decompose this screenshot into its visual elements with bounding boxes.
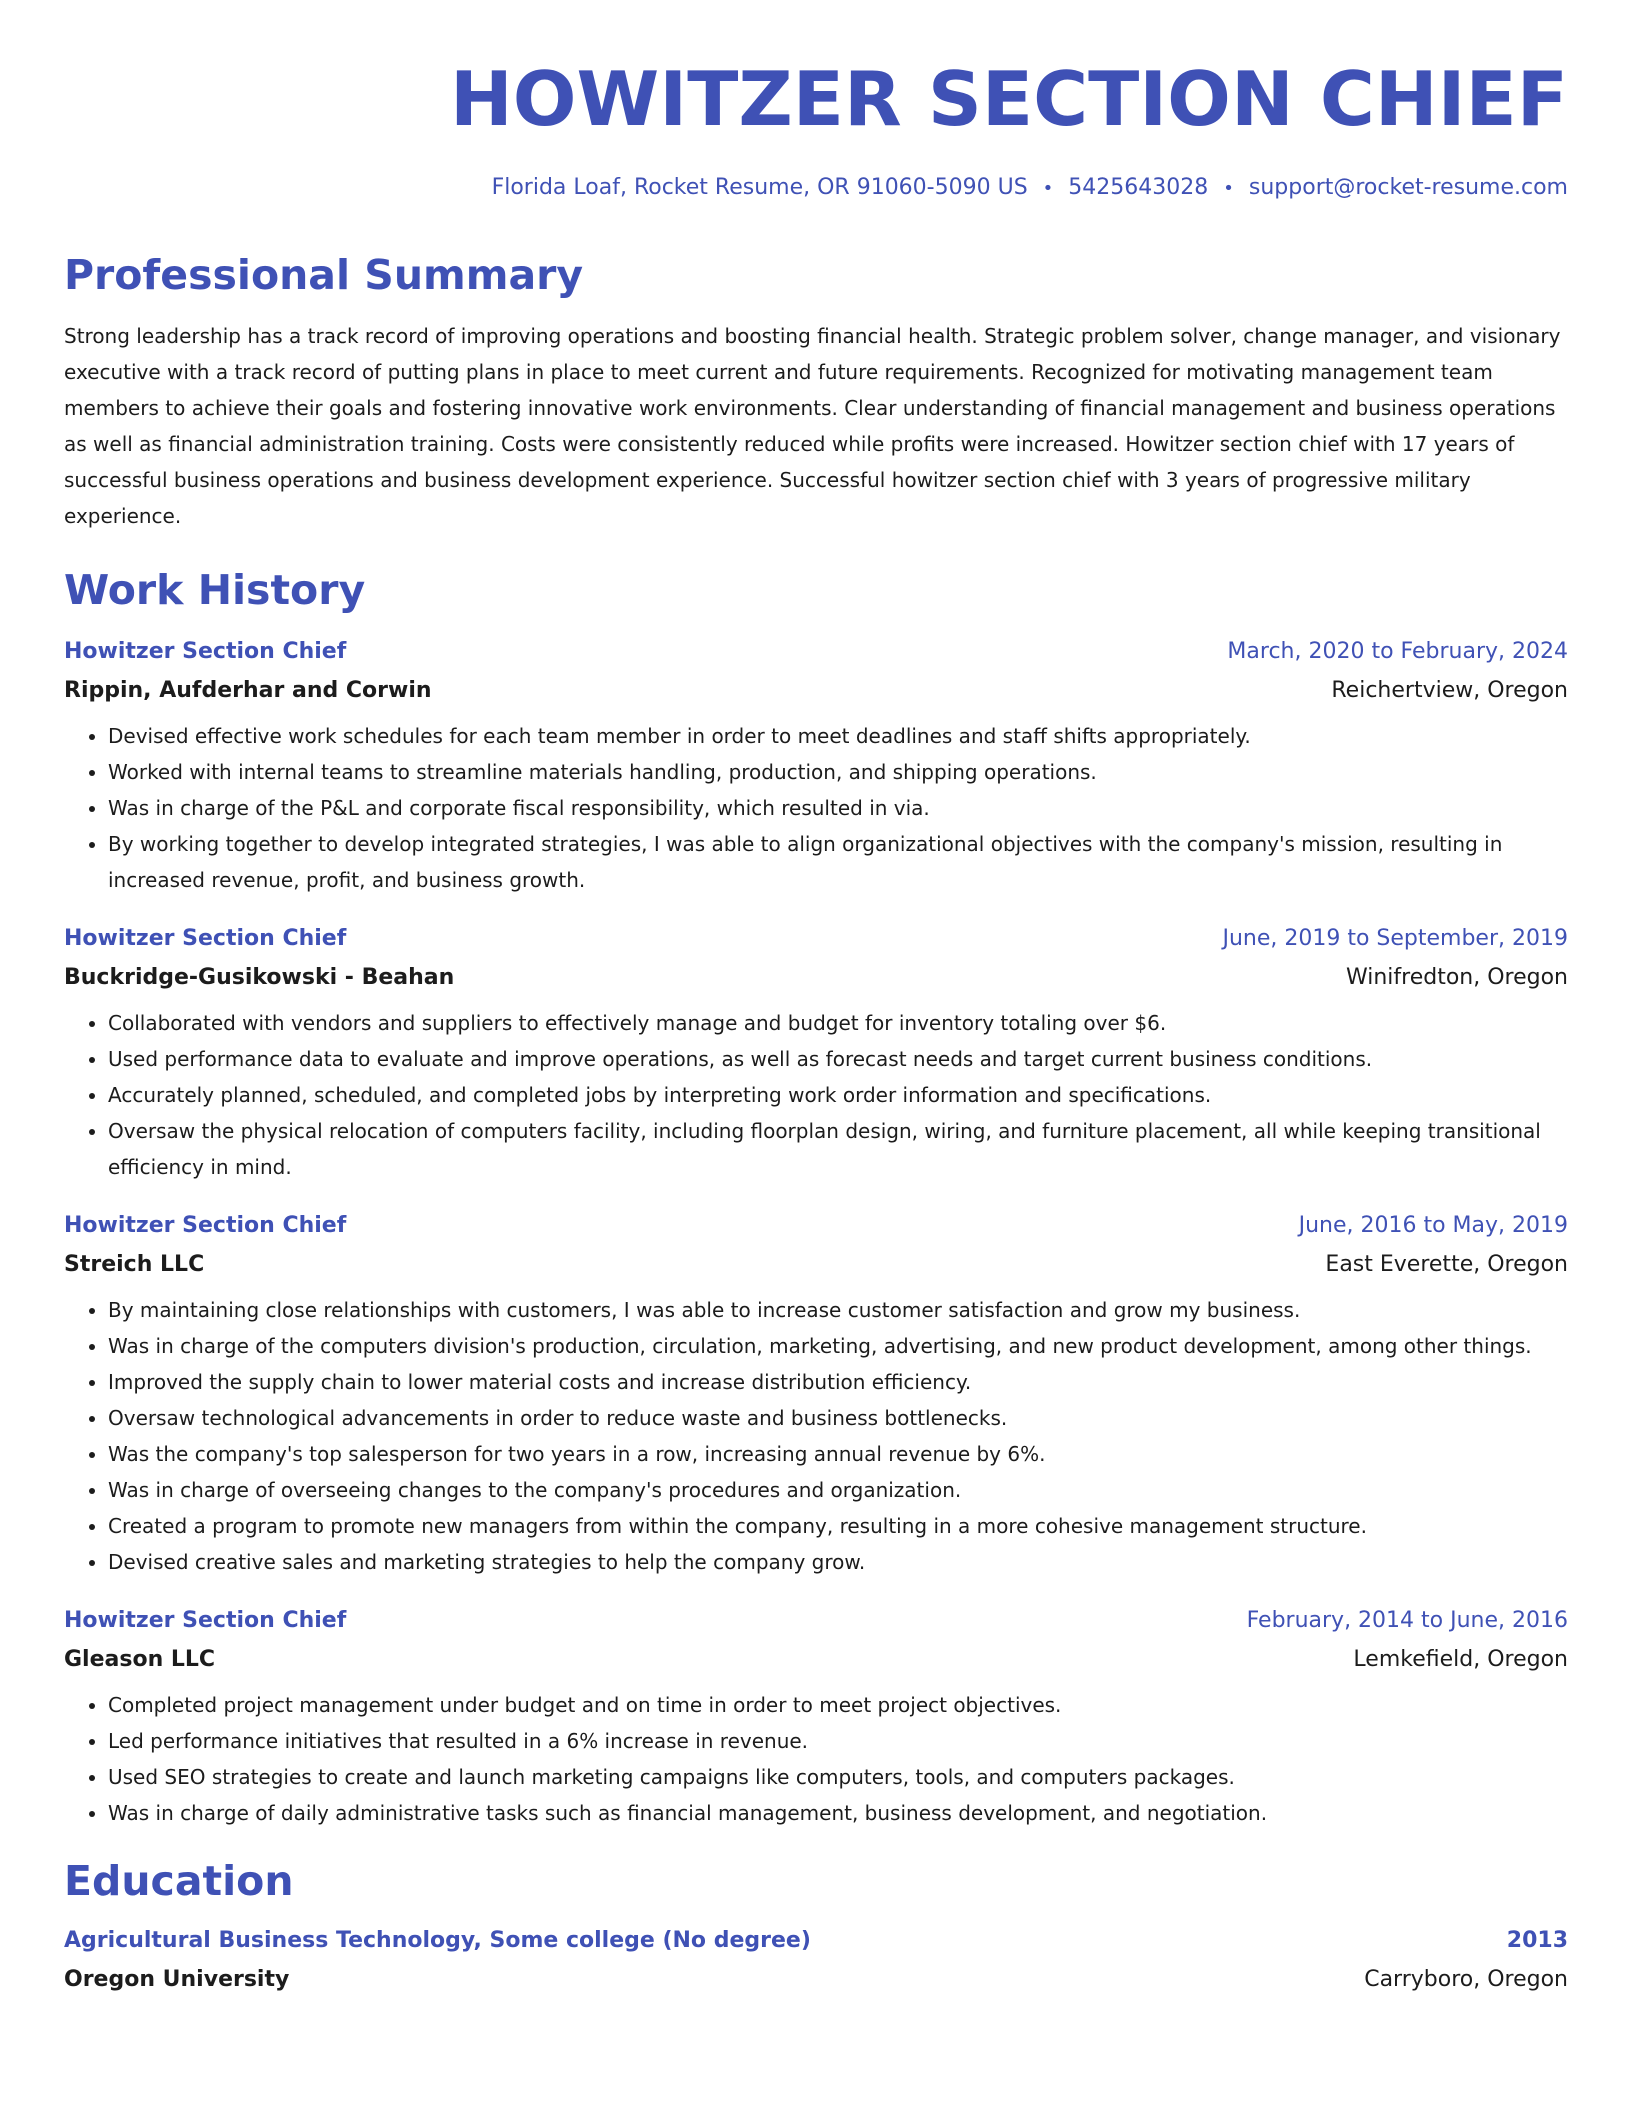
job-bullets bbox=[64, 1005, 1568, 1185]
job-bullet: • Was in charge of overseeing changes to the company's procedures and organization. bbox=[108, 1472, 1568, 1508]
job-entry bbox=[64, 1608, 1568, 1831]
job-role: Howitzer Section Chief bbox=[64, 926, 347, 951]
job-bullets bbox=[64, 718, 1568, 898]
job-bullet: • Used SEO strategies to create and launch marketing campaigns like computers, tools, and computers packages. bbox=[108, 1759, 1568, 1795]
work-history-heading: Work History bbox=[64, 566, 366, 614]
job-bullet: • Accurately planned, scheduled, and completed jobs by interpreting work order information and specifications. bbox=[108, 1077, 1568, 1113]
job-company: Buckridge-Gusikowski - Beahan bbox=[64, 965, 455, 990]
job-bullet: • By working together to develop integrated strategies, I was able to align organizational objectives with the company's mission, resulting in increased revenue, profit, and business growth. bbox=[108, 826, 1568, 898]
contact-separator: • bbox=[1042, 178, 1054, 199]
contact-phone: 5425643028 bbox=[1068, 175, 1209, 200]
resume-title: HOWITZER SECTION CHIEF bbox=[450, 55, 1568, 143]
contact-address: Florida Loaf, Rocket Resume, OR 91060-5090 US bbox=[491, 175, 1028, 200]
job-entry bbox=[64, 1213, 1568, 1580]
job-bullet: • Oversaw the physical relocation of computers facility, including floorplan design, wiring, and furniture placement, all while keeping transitional efficiency in mind. bbox=[108, 1113, 1568, 1185]
job-role: Howitzer Section Chief bbox=[64, 1213, 347, 1238]
education-entry bbox=[64, 1928, 1568, 1993]
job-location: Reichertview, Oregon bbox=[1331, 678, 1568, 703]
job-bullet: • Worked with internal teams to streamline materials handling, production, and shipping operations. bbox=[108, 754, 1568, 790]
job-entry bbox=[64, 926, 1568, 1185]
contact-separator: • bbox=[1223, 178, 1234, 199]
job-bullets bbox=[64, 1292, 1568, 1580]
job-location: East Everette, Oregon bbox=[1325, 1252, 1568, 1277]
job-role: Howitzer Section Chief bbox=[64, 1608, 347, 1633]
summary-text: Strong leadership has a track record of improving operations and boosting financial health. Strategic problem solver, change manager, and visionary executive with a track record of putting plans in place to meet current and future requirements. Recognized for motivating management team members to achieve their goals and fostering innovative work environments. Clear understanding of financial management and business operations as well as financial administration training. Costs were consistently reduced while profits were increased. Howitzer section chief with 17 years of successful business operations and business development experience. Successful howitzer section chief with 3 years of progressive military experience. bbox=[64, 324, 1561, 528]
education-year: 2013 bbox=[1506, 1928, 1568, 1953]
job-bullet: • Was in charge of the computers division's production, circulation, marketing, advertising, and new product development, among other things. bbox=[108, 1328, 1568, 1364]
job-dates: June, 2016 to May, 2019 bbox=[1298, 1213, 1568, 1238]
education-heading: Education bbox=[64, 1857, 294, 1905]
job-company: Rippin, Aufderhar and Corwin bbox=[64, 678, 432, 703]
job-bullet: • Created a program to promote new managers from within the company, resulting in a more cohesive management structure. bbox=[108, 1508, 1568, 1544]
job-bullet: • Devised effective work schedules for each team member in order to meet deadlines and staff shifts appropriately. bbox=[108, 718, 1568, 754]
job-bullet: • Collaborated with vendors and suppliers to effectively manage and budget for inventory totaling over $6. bbox=[108, 1005, 1568, 1041]
job-bullet: • Improved the supply chain to lower material costs and increase distribution efficiency. bbox=[108, 1364, 1568, 1400]
resume-page bbox=[64, 0, 1568, 1993]
job-company: Streich LLC bbox=[64, 1252, 205, 1277]
job-bullet: • Was the company's top salesperson for two years in a row, increasing annual revenue by 6%. bbox=[108, 1436, 1568, 1472]
job-bullet: • Oversaw technological advancements in order to reduce waste and business bottlenecks. bbox=[108, 1400, 1568, 1436]
job-bullet: • Was in charge of daily administrative tasks such as financial management, business development, and negotiation. bbox=[108, 1795, 1568, 1831]
job-bullet: • Used performance data to evaluate and improve operations, as well as forecast needs and target current business conditions. bbox=[108, 1041, 1568, 1077]
education-location: Carryboro, Oregon bbox=[1364, 1967, 1568, 1992]
job-bullet: • Was in charge of the P&L and corporate fiscal responsibility, which resulted in via. bbox=[108, 790, 1568, 826]
contact-email: support@rocket-resume.com bbox=[1248, 175, 1568, 200]
job-dates: February, 2014 to June, 2016 bbox=[1246, 1608, 1568, 1633]
job-bullet: • Devised creative sales and marketing strategies to help the company grow. bbox=[108, 1544, 1568, 1580]
job-bullet: • Completed project management under budget and on time in order to meet project objectives. bbox=[108, 1687, 1568, 1723]
job-location: Lemkefield, Oregon bbox=[1353, 1647, 1568, 1672]
job-bullet: • Led performance initiatives that resulted in a 6% increase in revenue. bbox=[108, 1723, 1568, 1759]
job-entry bbox=[64, 639, 1568, 898]
job-bullet: • By maintaining close relationships with customers, I was able to increase customer satisfaction and grow my business. bbox=[108, 1292, 1568, 1328]
contact-line bbox=[64, 177, 1568, 199]
job-dates: June, 2019 to September, 2019 bbox=[1222, 926, 1568, 951]
job-role: Howitzer Section Chief bbox=[64, 639, 347, 664]
education-degree: Agricultural Business Technology, Some college (No degree) bbox=[64, 1928, 811, 1953]
job-dates: March, 2020 to February, 2024 bbox=[1227, 639, 1568, 664]
job-location: Winifredton, Oregon bbox=[1345, 965, 1568, 990]
job-company: Gleason LLC bbox=[64, 1647, 216, 1672]
job-bullets bbox=[64, 1687, 1568, 1831]
summary-heading: Professional Summary bbox=[64, 251, 584, 299]
education-school: Oregon University bbox=[64, 1967, 290, 1992]
